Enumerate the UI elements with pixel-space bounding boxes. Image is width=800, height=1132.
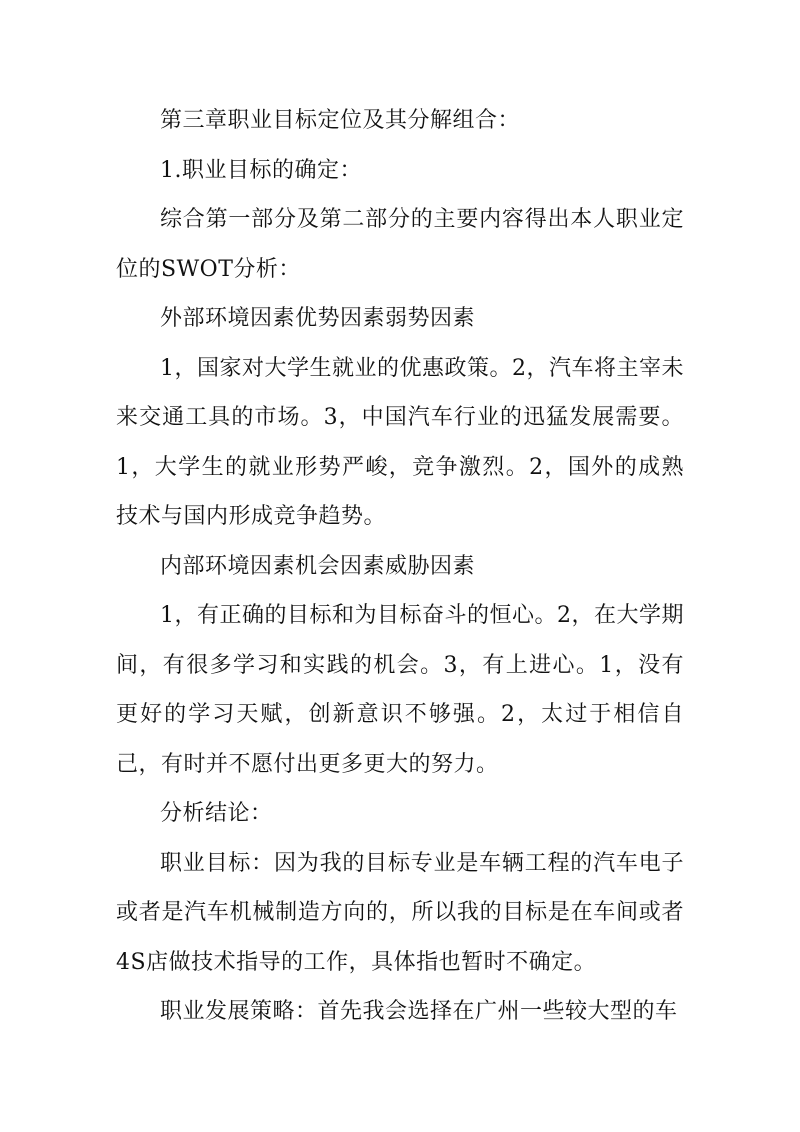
paragraph-swot-intro: 综合第一部分及第二部分的主要内容得出本人职业定位的SWOT分析： (116, 207, 684, 282)
paragraph-internal-factors: 1，有正确的目标和为目标奋斗的恒心。2，在大学期间，有很多学习和实践的机会。3，有上进心。1，没有更好的学习天赋，创新意识不够强。2，太过于相信自己，有时并不愿付出更多更大的努力。 (116, 603, 684, 777)
paragraph-external-factors-heading: 外部环境因素优势因素弱势因素 (160, 306, 476, 331)
paragraph-career-strategy: 职业发展策略：首先我会选择在广州一些较大型的车 (160, 999, 678, 1024)
paragraph-career-goal: 职业目标：因为我的目标专业是车辆工程的汽车电子或者是汽车机械制造方向的，所以我的目标是在车间或者4S店做技术指导的工作，具体指也暂时不确定。 (116, 850, 684, 975)
chapter-heading: 第三章职业目标定位及其分解组合： (160, 108, 521, 133)
document-body (116, 96, 684, 1037)
section-heading-career-goal: 1.职业目标的确定： (160, 157, 362, 183)
paragraph-analysis-conclusion: 分析结论： (160, 801, 273, 826)
paragraph-external-factors: 1，国家对大学生就业的优惠政策。2，汽车将主宰未来交通工具的市场。3，中国汽车行业的迅猛发展需要。1，大学生的就业形势严峻，竞争激烈。2，国外的成熟技术与国内形成竞争趋势。 (116, 355, 684, 529)
paragraph-internal-factors-heading: 内部环境因素机会因素威胁因素 (160, 553, 476, 579)
